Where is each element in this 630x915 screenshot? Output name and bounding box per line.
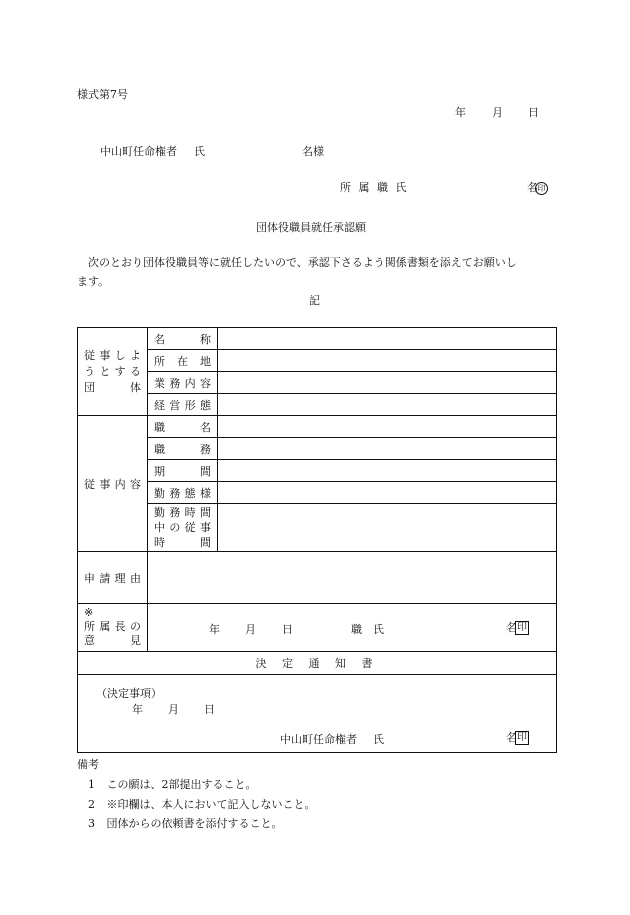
row-label-position: 職 名 — [148, 416, 218, 438]
note-number: 2 — [88, 798, 95, 811]
note-text: この願は、2部提出すること。 — [106, 778, 257, 791]
applicant-label: 所 属 職 氏 — [340, 181, 409, 194]
work-hours-line: 勤務時間 — [154, 506, 211, 519]
addressee-title: 中山町任命権者 — [100, 145, 177, 158]
field-org-management[interactable] — [218, 394, 557, 416]
opinion-month: 月 — [245, 623, 256, 636]
row-label-management: 経営形態 — [148, 394, 218, 416]
decision-item-label: （決定事項） — [96, 687, 162, 700]
application-form-table — [77, 327, 557, 753]
opinion-label-line: 意 見 — [84, 634, 141, 647]
note-number: 3 — [88, 817, 95, 830]
opinion-mark: ※ — [84, 606, 94, 619]
field-position[interactable] — [218, 416, 557, 438]
document-title: 団体役職員就任承認願 — [256, 221, 366, 234]
note-item — [88, 796, 316, 812]
body-text-line2: ます。 — [77, 275, 110, 288]
group2-label: 従事内容 — [78, 416, 148, 552]
seal-icon: 印 — [517, 622, 527, 633]
group1-label-cell — [78, 328, 148, 416]
field-period[interactable] — [218, 460, 557, 482]
opinion-label-line: 所属長の — [84, 620, 141, 633]
group1-label-line: 従事しよ — [84, 348, 141, 362]
decision-content-cell[interactable] — [78, 675, 557, 753]
opinion-name-seal — [506, 619, 529, 635]
work-hours-line: 時 間 — [154, 536, 211, 549]
row-label-period: 期 間 — [148, 460, 218, 482]
note-item — [88, 815, 283, 831]
note-text: ※印欄は、本人において記入しないこと。 — [106, 798, 316, 811]
decision-sign-title: 中山町任命権者 — [280, 733, 357, 746]
decision-year: 年 — [132, 703, 143, 716]
decision-title: 決 定 通 知 書 — [78, 652, 557, 675]
group1-label-line: うとする — [84, 364, 141, 378]
applicant-name-suffix: 名 — [527, 181, 538, 194]
form-number: 様式第7号 — [77, 88, 128, 101]
applicant-name-seal — [527, 179, 548, 195]
seal-icon: 印 — [535, 182, 548, 195]
row-label-business: 業務内容 — [148, 372, 218, 394]
date-day: 日 — [528, 106, 539, 119]
field-work-mode[interactable] — [218, 482, 557, 504]
reason-label: 申請理由 — [78, 552, 148, 604]
note-number: 1 — [88, 778, 95, 791]
notes-heading: 備考 — [77, 758, 99, 771]
decision-month: 月 — [168, 703, 179, 716]
row-label-work-mode: 勤務態様 — [148, 482, 218, 504]
opinion-sign: 職 氏 — [351, 623, 384, 636]
note-item — [88, 776, 257, 792]
row-label-address: 所在地 — [148, 350, 218, 372]
field-org-business[interactable] — [218, 372, 557, 394]
field-org-address[interactable] — [218, 350, 557, 372]
group1-label-line: 団 体 — [84, 380, 141, 394]
field-reason[interactable] — [148, 552, 557, 604]
opinion-year: 年 — [209, 623, 220, 636]
opinion-day: 日 — [282, 623, 293, 636]
opinion-label-cell — [78, 604, 148, 652]
row-label-work-hours-cell — [148, 504, 218, 552]
opinion-content-cell[interactable] — [148, 604, 557, 652]
seal-icon: 印 — [517, 732, 527, 743]
addressee-sama: 名様 — [302, 145, 324, 158]
note-text: 団体からの依頼書を添付すること。 — [106, 817, 283, 830]
decision-sign-shi: 氏 — [373, 733, 384, 746]
decision-name-suffix: 名 — [506, 731, 517, 744]
date-month: 月 — [492, 106, 503, 119]
opinion-name-suffix: 名 — [506, 621, 517, 634]
work-hours-line: 中の従事 — [154, 521, 211, 534]
date-year: 年 — [455, 106, 466, 119]
addressee-shi: 氏 — [194, 145, 205, 158]
decision-day: 日 — [204, 703, 215, 716]
field-work-hours[interactable] — [218, 504, 557, 552]
row-label-duty: 職 務 — [148, 438, 218, 460]
ki-heading: 記 — [309, 294, 320, 307]
row-label-name: 名 称 — [148, 328, 218, 350]
field-org-name[interactable] — [218, 328, 557, 350]
body-text-line1: 次のとおり団体役職員等に就任したいので、承認下さるよう関係書類を添えてお願いし — [88, 256, 517, 269]
decision-name-seal — [506, 729, 529, 745]
field-duty[interactable] — [218, 438, 557, 460]
